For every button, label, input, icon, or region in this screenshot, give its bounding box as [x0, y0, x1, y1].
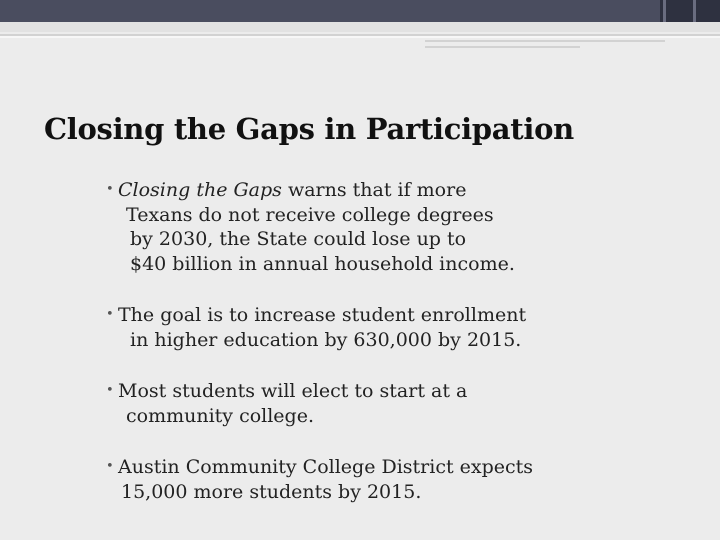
- bullet-line: in higher education by 630,000 by 2015.: [130, 328, 522, 351]
- bullet-line: [118, 178, 668, 203]
- header-band: [0, 0, 720, 22]
- bullet-line: The goal is to increase student enrollment: [118, 304, 527, 326]
- bullet-list: [108, 178, 668, 531]
- bullet-item: [108, 379, 668, 428]
- bullet-item: [108, 455, 668, 504]
- decorative-line: [425, 40, 665, 42]
- report-title-emphasis: Closing the Gaps: [118, 179, 282, 201]
- bullet-mark: •: [106, 383, 114, 398]
- bullet-item: [108, 178, 668, 276]
- bullet-item: [108, 303, 668, 352]
- slide-title: Closing the Gaps in Participation: [44, 112, 574, 146]
- bullet-mark: •: [106, 307, 114, 322]
- header-strip: [0, 22, 720, 32]
- bullet-line: $40 billion in annual household income.: [130, 252, 515, 275]
- bullet-line: Austin Community College District expects: [118, 456, 534, 478]
- bullet-text: warns that if more: [281, 179, 467, 201]
- bullet-line: by 2030, the State could lose up to: [130, 228, 467, 250]
- bullet-mark: •: [106, 459, 114, 474]
- decorative-line: [0, 36, 720, 38]
- header-band-accent: [660, 0, 720, 22]
- bullet-mark: •: [106, 182, 114, 197]
- decorative-line: [425, 46, 580, 48]
- bullet-line: 15,000 more students by 2015.: [121, 480, 422, 503]
- bullet-line: Most students will elect to start at a: [118, 380, 468, 402]
- bullet-line: Texans do not receive college degrees: [126, 203, 494, 226]
- header-band-divider: [663, 0, 666, 22]
- header-band-divider: [693, 0, 696, 22]
- bullet-line: community college.: [126, 404, 314, 427]
